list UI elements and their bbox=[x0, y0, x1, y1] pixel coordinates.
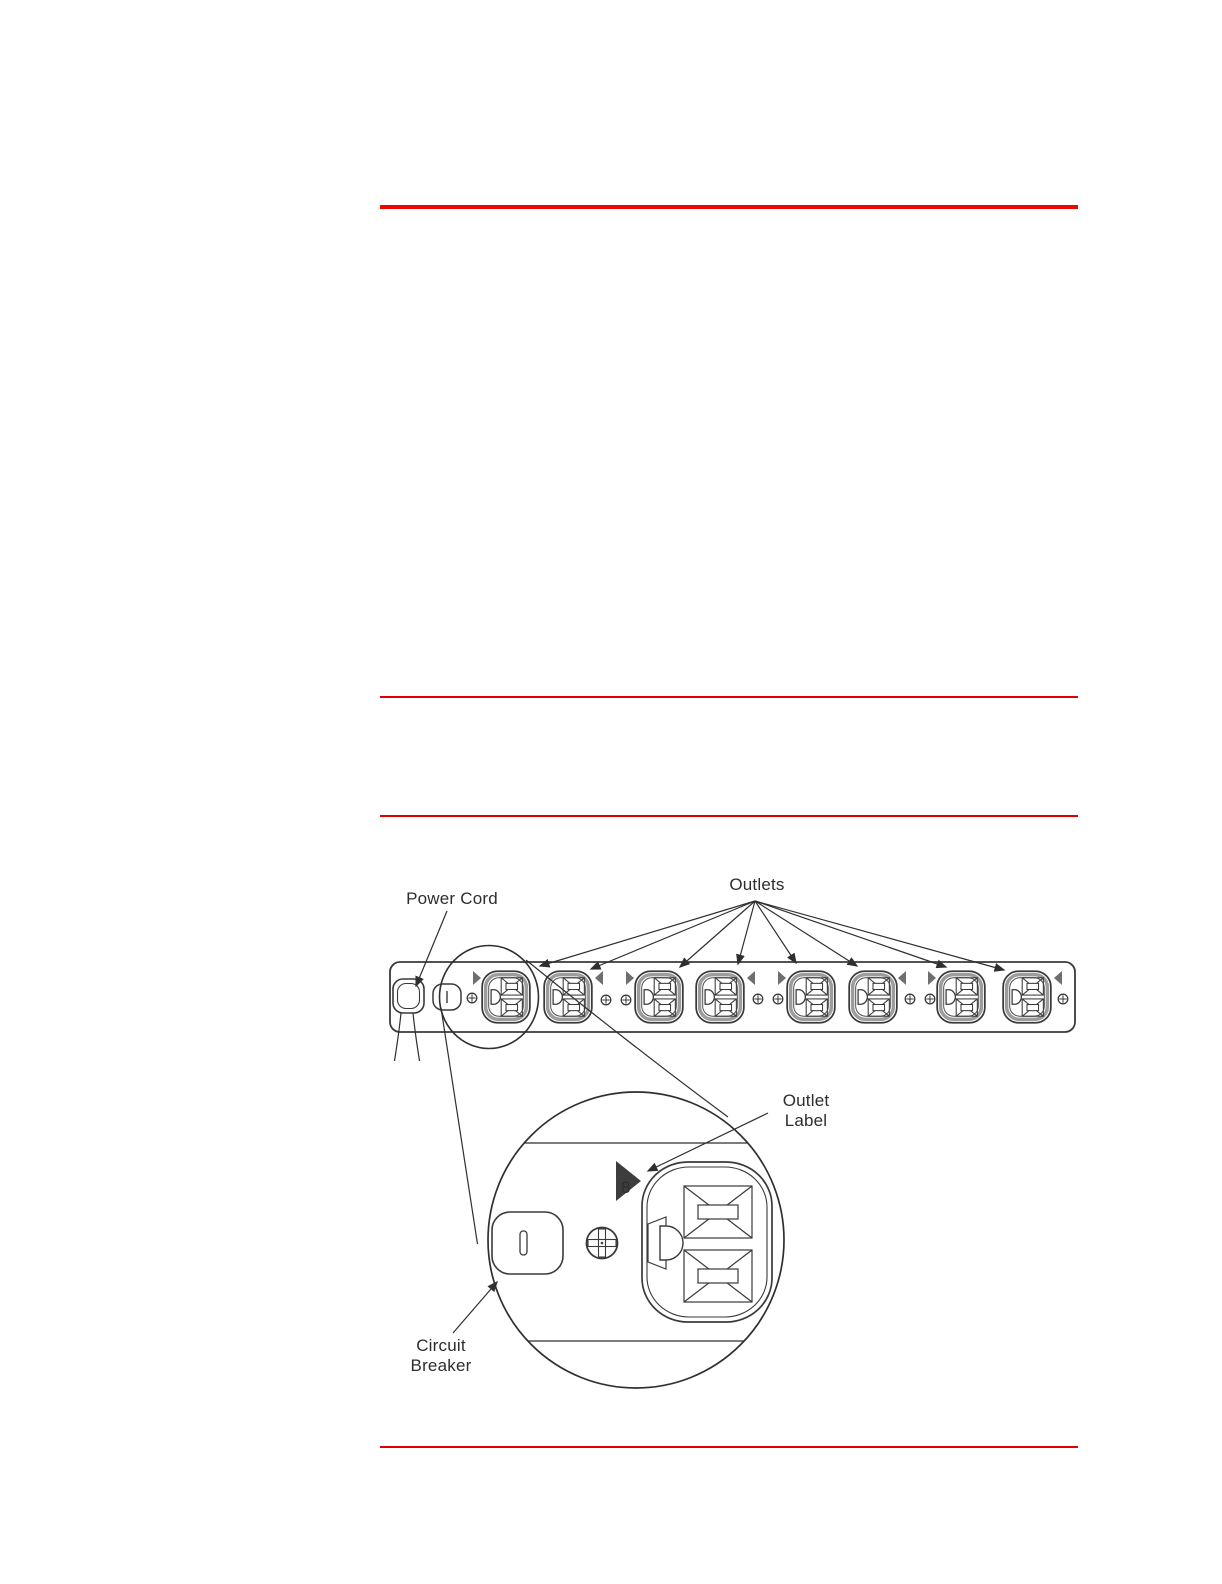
outlet-2 bbox=[544, 971, 592, 1023]
outlet-4 bbox=[696, 971, 744, 1023]
screw bbox=[925, 994, 935, 1004]
power-cord-label: Power Cord bbox=[406, 889, 498, 908]
outlets-arrow-3 bbox=[680, 901, 755, 967]
outlet-1 bbox=[482, 971, 530, 1023]
outlet-5 bbox=[787, 971, 835, 1023]
outlet-3 bbox=[635, 971, 683, 1023]
outlet-6 bbox=[849, 971, 897, 1023]
screw bbox=[753, 994, 763, 1004]
power-strip bbox=[390, 962, 1075, 1061]
screw bbox=[1058, 994, 1068, 1004]
outlet-7 bbox=[937, 971, 985, 1023]
outlets-arrow-7 bbox=[755, 901, 946, 967]
detail-circuit-breaker bbox=[492, 1212, 563, 1274]
circuit-breaker-line1: Circuit bbox=[416, 1336, 466, 1355]
circuit-breaker-label bbox=[411, 1336, 472, 1375]
circuit-breaker bbox=[433, 984, 461, 1010]
detail-outlet bbox=[642, 1162, 772, 1322]
detail-screw bbox=[587, 1228, 618, 1259]
screw bbox=[601, 995, 611, 1005]
detail-circle bbox=[488, 1092, 784, 1388]
screw bbox=[621, 995, 631, 1005]
screw bbox=[467, 993, 477, 1003]
screw bbox=[905, 994, 915, 1004]
outlets-arrow-4 bbox=[738, 901, 755, 964]
outlet-8 bbox=[1003, 971, 1051, 1023]
circuit-breaker-arrow bbox=[453, 1282, 497, 1333]
outlets-label: Outlets bbox=[729, 875, 785, 894]
outlet-number-text: 8 bbox=[621, 1178, 631, 1197]
power-cord-connector bbox=[393, 979, 424, 1013]
screw bbox=[773, 994, 783, 1004]
circuit-breaker-line2: Breaker bbox=[410, 1356, 472, 1375]
outlets-arrows bbox=[540, 901, 1004, 970]
outlet-label-label bbox=[783, 1091, 830, 1130]
outlets-arrow-1 bbox=[540, 901, 755, 966]
callout-tangent-left bbox=[441, 1008, 478, 1244]
outlet-label-line1: Outlet bbox=[782, 1091, 830, 1110]
outlet-label-line2: Label bbox=[784, 1111, 828, 1130]
outlets-arrow-8 bbox=[755, 901, 1004, 970]
outlets-arrow-2 bbox=[591, 901, 755, 969]
outlets-arrow-6 bbox=[755, 901, 857, 966]
